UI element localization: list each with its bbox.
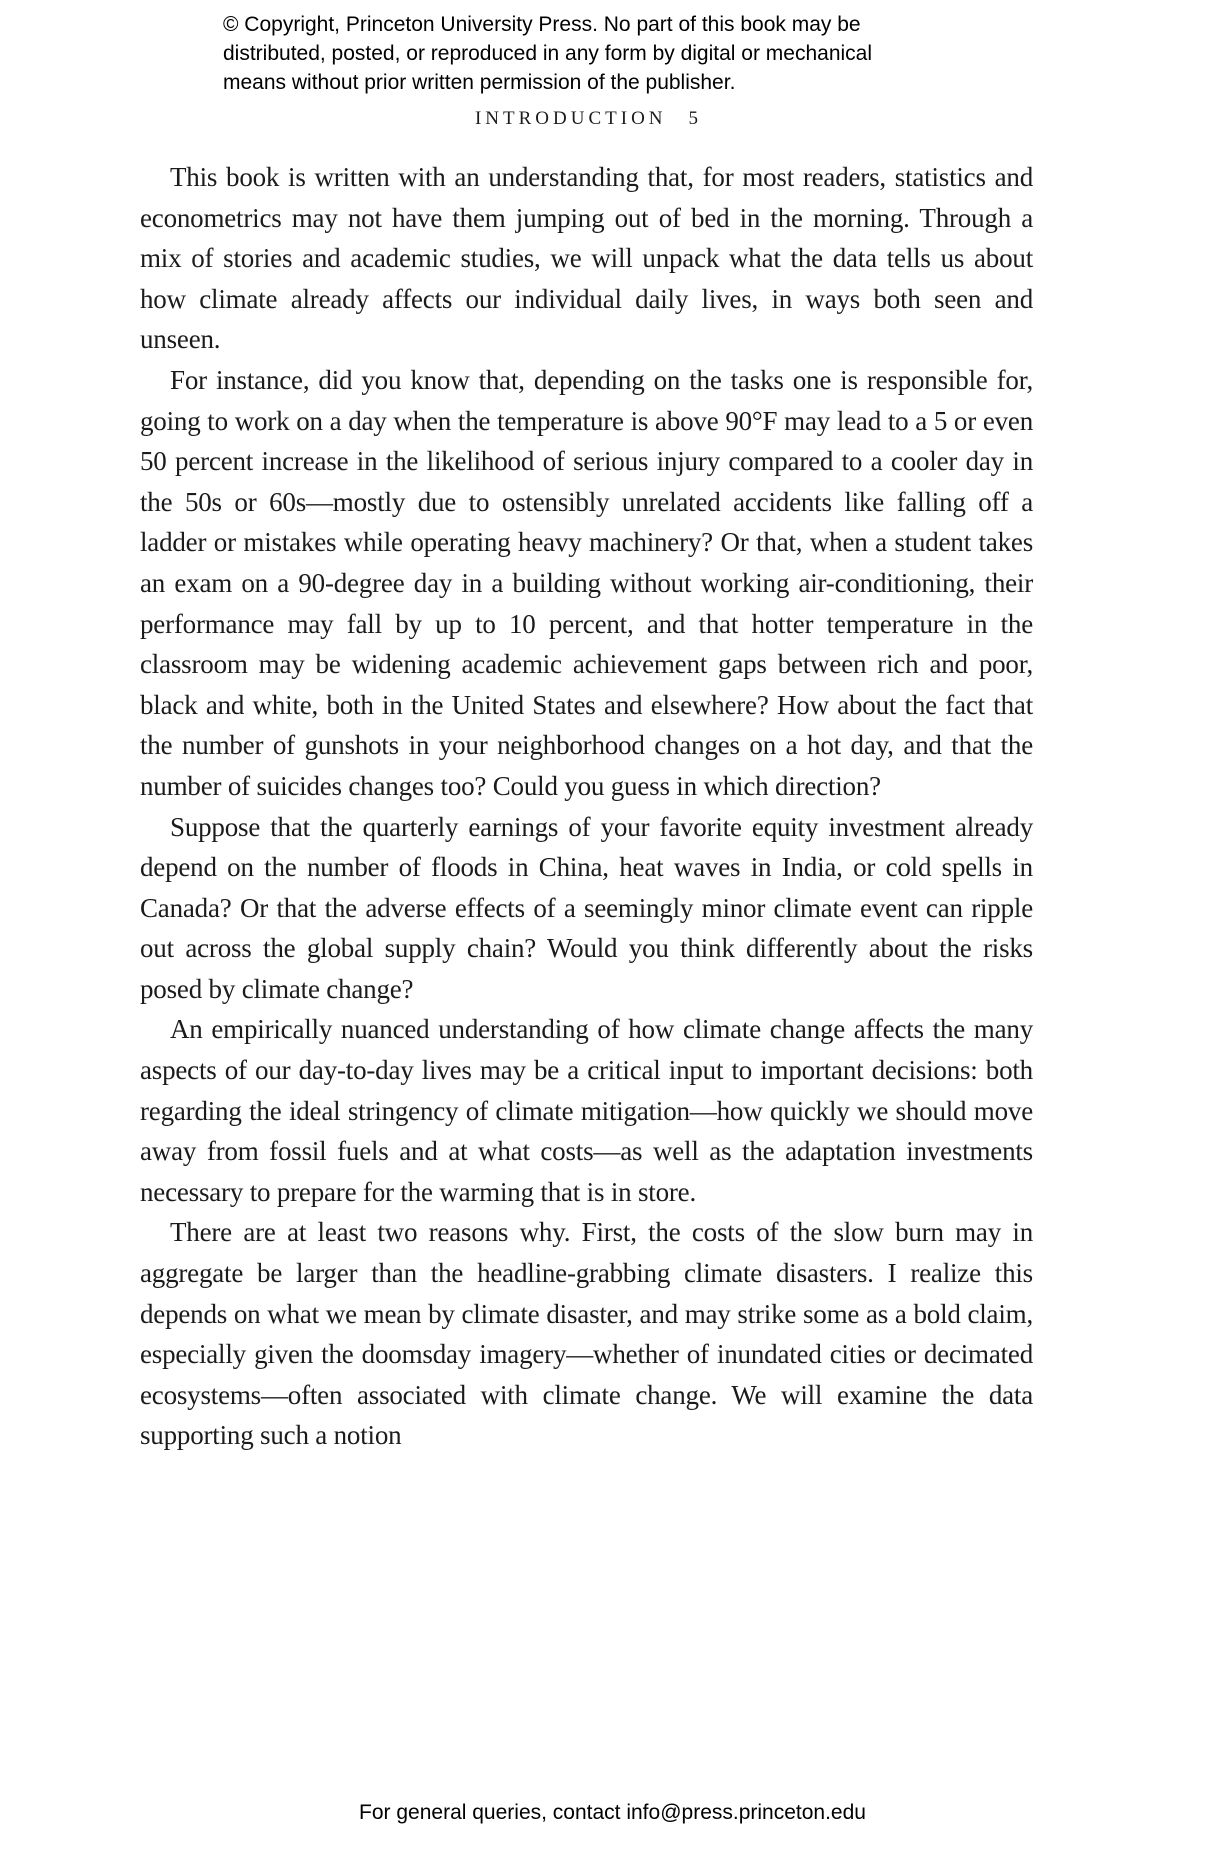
- copyright-line: © Copyright, Princeton University Press. No part of this book may be: [223, 13, 861, 36]
- copyright-line: means without prior written permission of the publisher.: [223, 71, 736, 94]
- body-paragraph: An empirically nuanced understanding of how climate change affects the many aspects of our day-to-day lives may be a critical input to important decisions: both regarding the ideal stringency of climate mitigation—how quickly we should move away from fossil fuels and at what costs—as well as the adaptation investments necessary to prepare for the warming that is in store.: [140, 1014, 1033, 1207]
- footer-queries-text: For general queries, contact info@press.princeton.edu: [359, 1801, 866, 1824]
- copyright-notice: [223, 10, 872, 97]
- body-paragraph: For instance, did you know that, depending on the tasks one is responsible for, going to work on a day when the temperature is above 90°F may lead to a 5 or even 50 percent increase in the likelihood of serious injury compared to a cooler day in the 50s or 60s—mostly due to ostensibly unrelated accidents like falling off a ladder or mistakes while operating heavy machinery? Or that, when a student takes an exam on a 90-degree day in a building without working air-conditioning, their performance may fall by up to 10 percent, and that hotter temperature in the classroom may be widening academic achievement gaps between rich and poor, black and white, both in the United States and elsewhere? How about the fact that the number of gunshots in your neighborhood changes on a hot day, and that the number of suicides changes too? Could you guess in which direction?: [140, 364, 1033, 801]
- page-number: 5: [688, 108, 699, 129]
- body-paragraph: There are at least two reasons why. First, the costs of the slow burn may in aggregate be larger than the headline-grabbing climate disasters. I realize this depends on what we mean by climate disaster, and may strike some as a bold claim, especially given the doomsday imagery—whether of inundated cities or decimated ecosystems—often associated with climate change. We will examine the data supporting such a notion: [140, 1217, 1033, 1451]
- chapter-title: INTRODUCTION: [474, 108, 667, 129]
- body-paragraph: Suppose that the quarterly earnings of your favorite equity investment already depend on the number of floods in China, heat waves in India, or cold spells in Canada? Or that the adverse effects of a seemingly minor climate event can ripple out across the global supply chain? Would you think differently about the risks posed by climate change?: [140, 811, 1033, 1004]
- running-head: [140, 108, 1033, 130]
- copyright-line: distributed, posted, or reproduced in any form by digital or mechanical: [223, 42, 873, 65]
- body-paragraph: This book is written with an understanding that, for most readers, statistics and econometrics may not have them jumping out of bed in the morning. Through a mix of stories and academic studies, we will unpack what the data tells us about how climate already affects our individual daily lives, in ways both seen and unseen.: [140, 162, 1033, 355]
- body-text: [140, 157, 1033, 1456]
